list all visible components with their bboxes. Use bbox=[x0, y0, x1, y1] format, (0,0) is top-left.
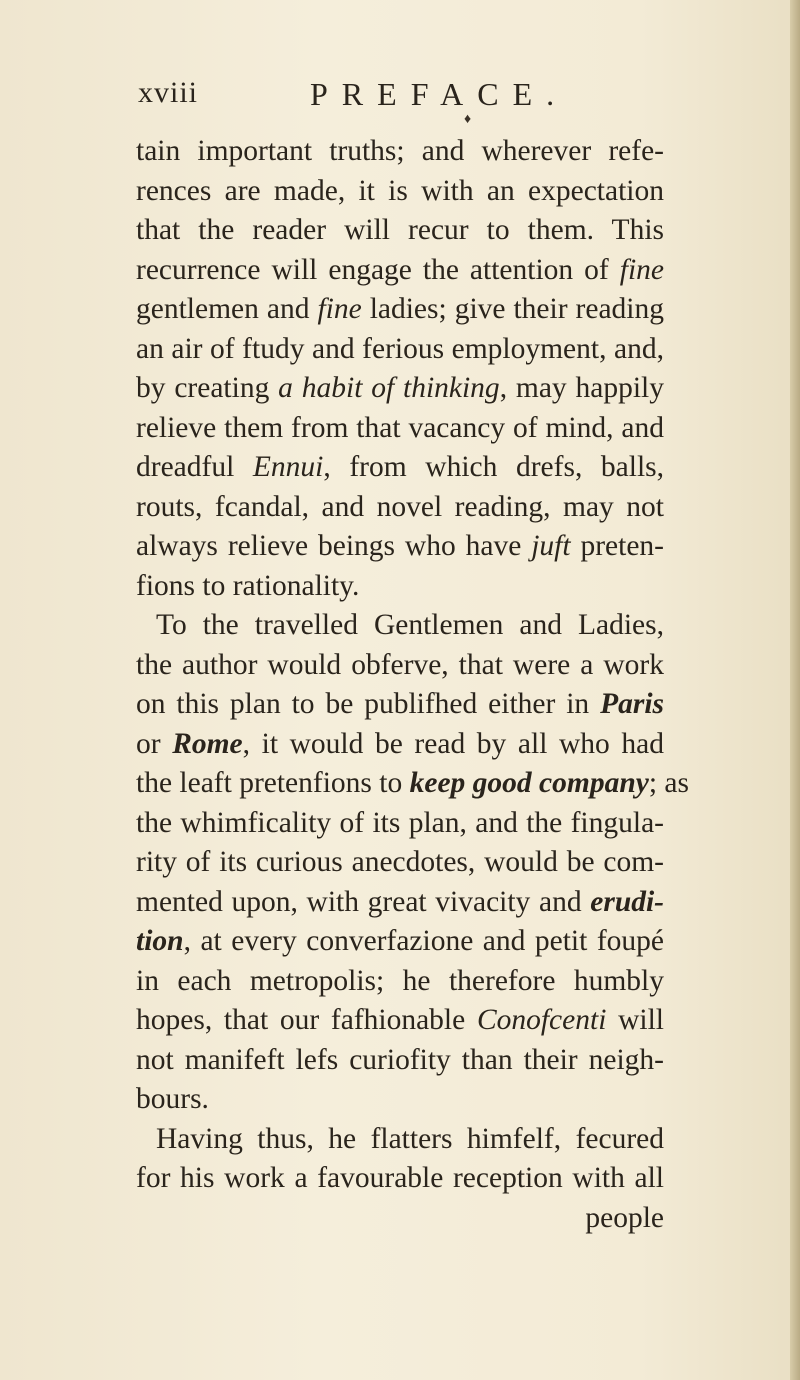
text-run: hopes, that our fafhionable bbox=[136, 1004, 477, 1036]
text-line bbox=[136, 330, 664, 370]
page-edge bbox=[790, 0, 800, 1380]
text-line bbox=[136, 1001, 664, 1041]
emphasis-text: fine bbox=[317, 293, 362, 325]
text-run: ladies; give their reading bbox=[361, 293, 664, 325]
text-line bbox=[136, 488, 664, 528]
emphasis-text: a habit of thinking bbox=[278, 372, 500, 404]
text-run: or bbox=[136, 727, 173, 760]
text-run: preten- bbox=[570, 530, 664, 562]
text-run: the leaft pretenfions to bbox=[136, 767, 410, 799]
emphasis-text: Ennui bbox=[252, 451, 324, 483]
text-run: dreadful bbox=[136, 451, 253, 483]
emphasis-text: fine bbox=[619, 253, 664, 286]
text-line bbox=[136, 922, 664, 962]
emphasis-text: Paris bbox=[600, 688, 664, 720]
text-run: relieve them from that vacancy of mind, and bbox=[136, 411, 664, 444]
running-title: PREFACE. bbox=[310, 76, 569, 112]
text-run: Having thus, he flatters himfelf, fecured bbox=[156, 1122, 664, 1155]
text-run: always relieve beings who have bbox=[136, 530, 532, 562]
text-run: will bbox=[606, 1004, 664, 1036]
text-line bbox=[136, 1120, 664, 1160]
text-line bbox=[136, 1080, 664, 1120]
ornament-mark: ♦ bbox=[464, 112, 472, 127]
text-run: gentlemen and bbox=[136, 293, 318, 325]
text-line bbox=[136, 646, 664, 686]
text-run: recurrence will engage the attention of bbox=[136, 253, 620, 286]
emphasis-text: Rome bbox=[172, 727, 243, 760]
text-run: routs, fcandal, and novel reading, may not bbox=[136, 490, 664, 523]
text-line bbox=[136, 527, 664, 567]
text-line bbox=[136, 804, 664, 844]
text-line bbox=[136, 132, 664, 172]
text-line bbox=[136, 1199, 664, 1239]
running-header bbox=[138, 76, 658, 116]
emphasis-text: tion bbox=[136, 925, 184, 957]
emphasis-text: juft bbox=[531, 530, 571, 562]
text-line bbox=[136, 843, 664, 883]
text-line bbox=[136, 725, 664, 765]
text-run: for his work a favourable reception with all bbox=[136, 1162, 664, 1194]
text-run: an air of ftudy and ferious employment, and, bbox=[136, 332, 664, 365]
text-line bbox=[136, 1159, 664, 1199]
text-run: , from which drefs, balls, bbox=[323, 451, 665, 483]
text-run: mented upon, with great vivacity and bbox=[136, 885, 591, 918]
text-line bbox=[136, 251, 664, 291]
text-line bbox=[136, 1041, 664, 1081]
text-run: fions to rationality. bbox=[136, 569, 360, 602]
text-run: To the travelled Gentlemen and Ladies, bbox=[156, 609, 664, 641]
text-line bbox=[136, 883, 664, 923]
text-run: rences are made, it is with an expectation bbox=[136, 174, 664, 207]
text-line bbox=[136, 567, 664, 607]
emphasis-text: keep good company bbox=[409, 767, 649, 799]
text-run: tain important truths; and wherever refe- bbox=[136, 135, 664, 167]
text-run: on this plan to be publifhed either in bbox=[136, 688, 601, 720]
text-run: by creating bbox=[136, 372, 279, 404]
text-run: not manifeft lefs curiofity than their neigh- bbox=[136, 1043, 664, 1076]
text-run: , it would be read by all who had bbox=[242, 727, 664, 760]
page-number: xviii bbox=[138, 76, 199, 109]
text-run: bours. bbox=[136, 1083, 209, 1115]
text-run: , may happily bbox=[499, 372, 664, 404]
text-run: , at every converfazione and petit foupé bbox=[183, 925, 664, 957]
text-line bbox=[136, 606, 664, 646]
text-line bbox=[136, 172, 664, 212]
text-line bbox=[136, 290, 664, 330]
emphasis-text: erudi- bbox=[590, 885, 664, 918]
text-run: people bbox=[585, 1201, 664, 1234]
text-run: rity of its curious anecdotes, would be com- bbox=[136, 846, 664, 878]
text-run: the whimficality of its plan, and the fingula- bbox=[136, 806, 664, 839]
text-line bbox=[136, 409, 664, 449]
emphasis-text: Conofcenti bbox=[476, 1004, 607, 1036]
text-line bbox=[136, 685, 664, 725]
text-run: that the reader will recur to them. This bbox=[136, 214, 664, 246]
text-line bbox=[136, 369, 664, 409]
text-line bbox=[136, 962, 664, 1002]
body-text bbox=[136, 132, 689, 1238]
text-run: in each metropolis; he therefore humbly bbox=[136, 964, 664, 997]
text-line bbox=[136, 448, 664, 488]
text-line bbox=[136, 211, 664, 251]
text-line bbox=[136, 764, 689, 804]
text-run: ; as bbox=[648, 767, 689, 799]
text-run: the author would obferve, that were a work bbox=[136, 648, 664, 681]
